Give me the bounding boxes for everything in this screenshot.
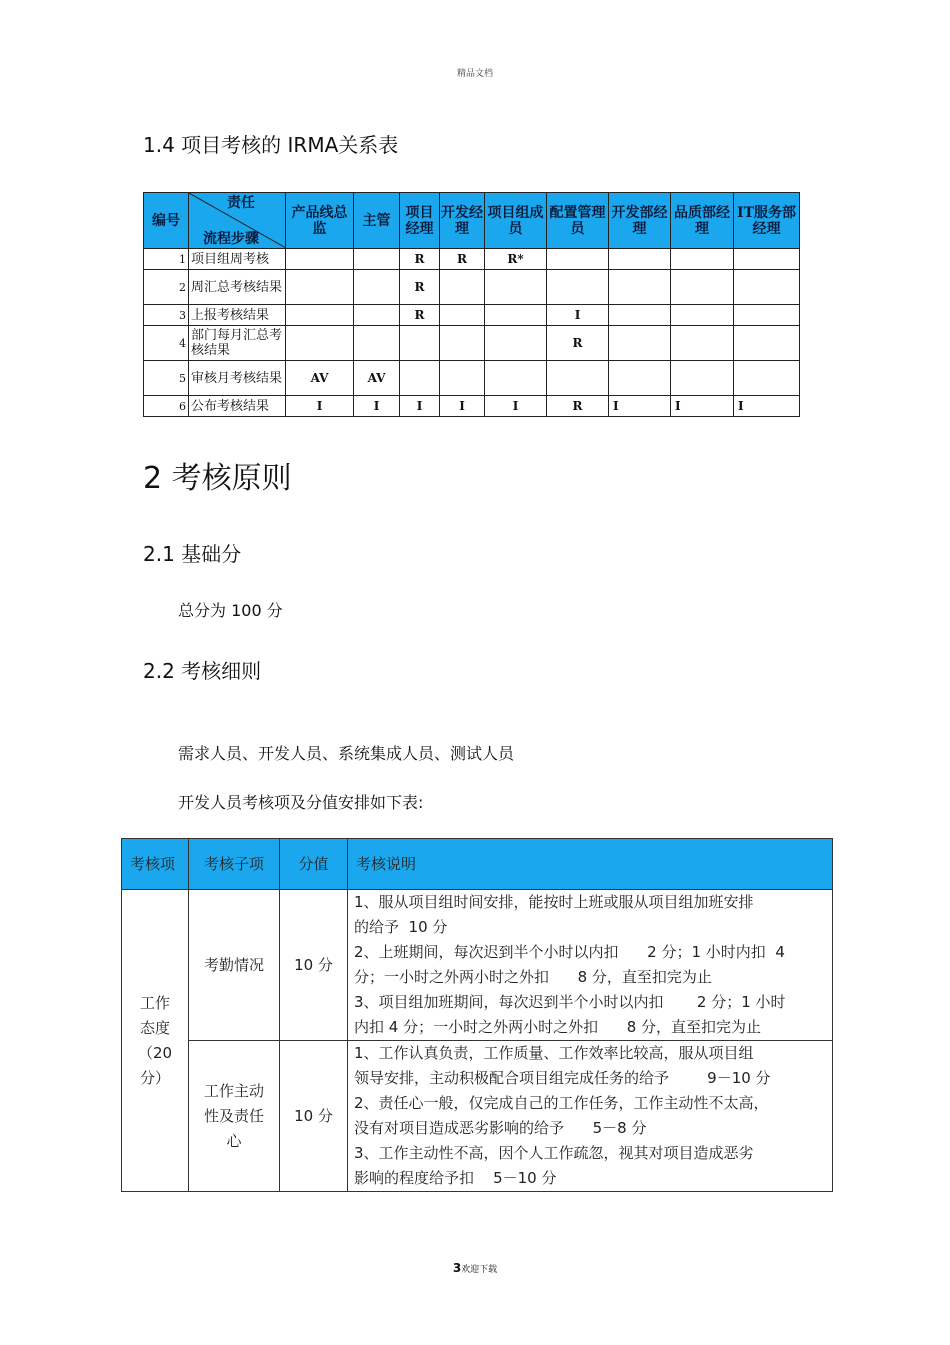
raci-cell [734,326,800,361]
raci-cell: R* [485,249,547,270]
page-number: 3 [452,1261,462,1275]
raci-cell [286,305,354,326]
assessment-row [122,890,833,1041]
raci-cell [354,270,400,305]
raci-cell [734,361,800,396]
group-label-line: 分） [139,1068,170,1087]
description-line: 2、上班期间，每次迟到半个小时以内扣 2 分；1 小时内扣 4 [354,943,785,961]
role-it-dept-manager: IT服务部经理 [734,193,800,249]
raci-cell [671,326,734,361]
raci-cell: R [400,305,440,326]
raci-cell [609,270,671,305]
subitem [189,1041,280,1192]
score: 10 分 [280,890,348,1041]
group-label-line: （20 [137,1043,173,1062]
header-responsibility: 责任 [227,195,255,211]
raci-cell: I [440,396,485,417]
process-step: 部门每月汇总考核结果 [189,326,286,361]
group-label-line: 工作 [139,993,170,1012]
raci-cell [485,361,547,396]
section-2-2-title: 2.2 考核细则 [143,659,262,683]
raci-cell: I [609,396,671,417]
header-item: 考核项 [122,839,189,890]
irma-row [144,249,800,270]
raci-cell: I [485,396,547,417]
header-diagonal [189,193,286,249]
raci-cell [485,305,547,326]
row-number: 5 [144,361,189,396]
row-number: 1 [144,249,189,270]
role-project-member: 项目组成员 [485,193,547,249]
description-line: 1、服从项目组时间安排，能按时上班或服从项目组加班安排 [354,893,754,911]
raci-cell [286,326,354,361]
subitem-line: 心 [226,1131,242,1150]
subitem-line: 性及责任 [203,1106,264,1125]
raci-cell [609,305,671,326]
role-product-director: 产品线总监 [286,193,354,249]
raci-cell: R [400,249,440,270]
raci-cell [734,270,800,305]
raci-cell [400,361,440,396]
role-config-admin: 配置管理员 [547,193,609,249]
raci-cell [440,326,485,361]
header-score: 分值 [280,839,348,890]
description-line: 内扣 4 分；一小时之外两小时之外扣 8 分，直至扣完为止 [354,1018,762,1036]
raci-cell [485,270,547,305]
raci-cell [547,270,609,305]
description-line: 影响的程度给予扣 5－10 分 [354,1169,557,1187]
raci-cell [440,270,485,305]
raci-cell [547,361,609,396]
process-step: 公布考核结果 [189,396,286,417]
subitem-line: 考勤情况 [203,955,264,974]
role-project-manager: 项目经理 [400,193,440,249]
header-description: 考核说明 [348,839,833,890]
raci-cell: AV [286,361,354,396]
role-dev-manager: 开发经理 [440,193,485,249]
raci-cell [609,326,671,361]
row-number: 3 [144,305,189,326]
raci-cell [547,249,609,270]
page-footer [0,1261,950,1275]
section-2-title: 2 考核原则 [143,461,292,496]
irma-row [144,305,800,326]
raci-cell [485,326,547,361]
section-1-4-title: 1.4 项目考核的 IRMA关系表 [143,133,399,157]
raci-cell [354,305,400,326]
header-no: 编号 [144,193,189,249]
process-step: 项目组周考核 [189,249,286,270]
group-work-attitude [122,890,189,1192]
raci-cell [400,326,440,361]
roles-line: 需求人员、开发人员、系统集成人员、测试人员 [178,744,515,763]
raci-cell: I [734,396,800,417]
row-number: 2 [144,270,189,305]
assessment-table [121,838,833,1192]
assessment-row [122,1041,833,1192]
raci-cell [671,270,734,305]
process-step: 周汇总考核结果 [189,270,286,305]
raci-cell [671,249,734,270]
raci-cell: I [547,305,609,326]
watermark: 精品文档 [456,69,493,79]
irma-header-row [144,193,800,249]
description-line: 1、工作认真负责，工作质量、工作效率比较高，服从项目组 [354,1044,754,1062]
description [348,890,833,1041]
description-line: 分；一小时之外两小时之外扣 8 分，直至扣完为止 [354,968,712,986]
raci-cell [671,361,734,396]
raci-cell [354,249,400,270]
assessment-header-row [122,839,833,890]
section-2-1-title: 2.1 基础分 [143,542,242,566]
raci-cell: R [547,326,609,361]
total-score-text: 总分为 100 分 [178,601,283,620]
raci-cell [354,326,400,361]
raci-cell: AV [354,361,400,396]
description-line: 没有对项目造成恶劣影响的给予 5－8 分 [354,1119,647,1137]
raci-cell [609,249,671,270]
raci-cell [734,249,800,270]
header-process-step: 流程步骤 [203,231,259,247]
role-dev-dept-manager: 开发部经理 [609,193,671,249]
raci-cell [609,361,671,396]
role-supervisor: 主管 [354,193,400,249]
raci-cell [440,305,485,326]
irma-row [144,361,800,396]
raci-cell: R [440,249,485,270]
raci-cell: I [354,396,400,417]
header-subitem: 考核子项 [189,839,280,890]
row-number: 4 [144,326,189,361]
row-number: 6 [144,396,189,417]
table-intro: 开发人员考核项及分值安排如下表: [178,793,424,812]
description-line: 2、责任心一般，仅完成自己的工作任务，工作主动性不太高， [354,1094,769,1112]
raci-cell: I [671,396,734,417]
description [348,1041,833,1192]
raci-cell [440,361,485,396]
subitem [189,890,280,1041]
group-label-line: 态度 [139,1018,170,1037]
irma-table [143,192,800,417]
page-footer-text: 欢迎下载 [461,1265,498,1275]
raci-cell [286,270,354,305]
raci-cell: R [400,270,440,305]
raci-cell [671,305,734,326]
irma-row [144,326,800,361]
description-line: 领导安排，主动积极配合项目组完成任务的给予 9－10 分 [354,1069,771,1087]
raci-cell [734,305,800,326]
raci-cell: R [547,396,609,417]
irma-row [144,270,800,305]
description-line: 的给予 10 分 [354,918,448,936]
process-step: 审核月考核结果 [189,361,286,396]
process-step: 上报考核结果 [189,305,286,326]
description-line: 3、项目组加班期间，每次迟到半个小时以内扣 2 分；1 小时 [354,993,786,1011]
score: 10 分 [280,1041,348,1192]
irma-row [144,396,800,417]
description-line: 3、工作主动性不高，因个人工作疏忽，视其对项目造成恶劣 [354,1144,754,1162]
raci-cell: I [400,396,440,417]
raci-cell [286,249,354,270]
raci-cell: I [286,396,354,417]
subitem-line: 工作主动 [203,1081,264,1100]
role-qa-dept-manager: 品质部经理 [671,193,734,249]
